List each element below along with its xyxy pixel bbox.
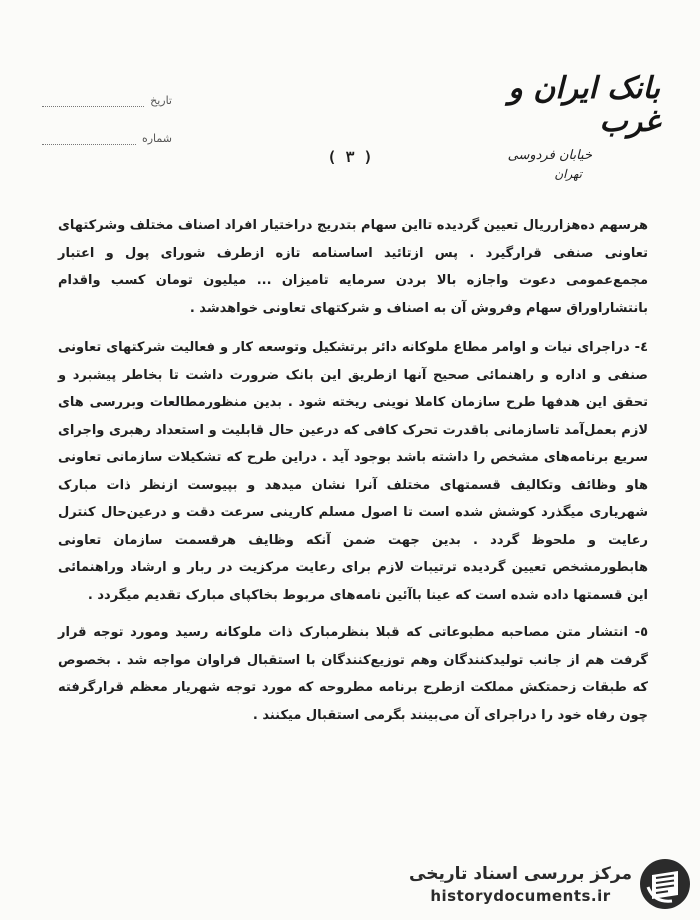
city: تهران [554,167,582,181]
number-label: شماره [141,131,172,145]
branch-address: خیابان فردوسی [507,148,592,163]
number-field [42,126,172,150]
watermark-url: historydocuments.ir [430,887,611,905]
number-line [42,132,136,145]
watermark-title: مرکز بررسی اسناد تاریخی [409,864,632,884]
archive-logo-icon [638,857,692,911]
paragraph-3: ٥- انتشار متن مصاحبه مطبوعاتی که قبلا بنظرمبارک ذات ملوکانه رسید ومورد توجه قرار گرفت هم از جانب تولیدکنندگان وهم توزیع‌کنندگان با استقبال فراوان مواجه شد . بخصوص که طبقات زحمتکش مملکت ازطرح برنامه مطروحه که مورد توجه شهریار معظم قرارگرفته چون رفاه خود را دراجرای آن می‌بینند بگرمی استقبال میکنند . [58,625,648,723]
paragraph-2: ٤- دراجرای نیات و اوامر مطاع ملوکانه دائر برتشکیل وتوسعه کار و فعالیت شرکتهای تعاونی صنفی و اداره و راهنمائی صحیح آنها ازطریق این بانک ضرورت داشت تا بخاطر پیشبرد و تحقق این هدفها طرح سازمان کاملا نوینی ریخته شود . بدین منظورمطالعات وبررسی های لازم بعمل‌آمد تاسازمانی باقدرت تحرک کافی که درعین حال قابلیت و استعداد رهبری واجرای سریع برنامه‌های مشخص را داشته باشد بوجود آید . دراین طرح که تشکیلات سازمانی تعاونی هاو وظائف وتکالیف قسمتهای مختلف آنرا نشان میدهد و بپیوست ازنظر ذات مبارک شهریاری میگذرد کوشش شده است تا اصول مسلم کارینی سرعت دقت و درعین‌حال کنترل رعایت و ملحوظ گردد . بدین جهت ضمن آنکه وظایف هرقسمت سازمان تعاونی هابطورمشخص تعیین گردیده ترتیبات لازم برای رعایت مرکزیت در ربار و ارشاد وراهنمائی این قسمتها داده شده است که عینا باآئین نامه‌های مربوط بخاکپای مبارک تقدیم میگردد . [58,340,648,603]
watermark [392,854,692,914]
letter-body [58,212,648,741]
page-number: ( ۳ ) [327,148,373,166]
bank-name: بانک ایران و غرب [508,71,660,139]
paragraph-1: هرسهم ده‌هزارریال تعیین گردیده تااین سهام بتدریج دراختیار افراد اصناف مختلف وشرکتهای تعاونی صنفی قرارگیرد . پس ازتائید اساسنامه تازه ازطرف شورای پول و اعتبار مجمع‌عمومی دعوت واجازه بالا بردن سرمایه تامیزان ... میلیون تومان کسب واقدام بانتشاراوراق سهام وفروش آن به اصناف و شرکتهای تعاونی خواهدشد . [58,218,648,316]
watermark-text [409,862,632,906]
date-line [42,94,144,107]
date-label: تاریخ [150,93,172,107]
date-field [42,88,172,112]
